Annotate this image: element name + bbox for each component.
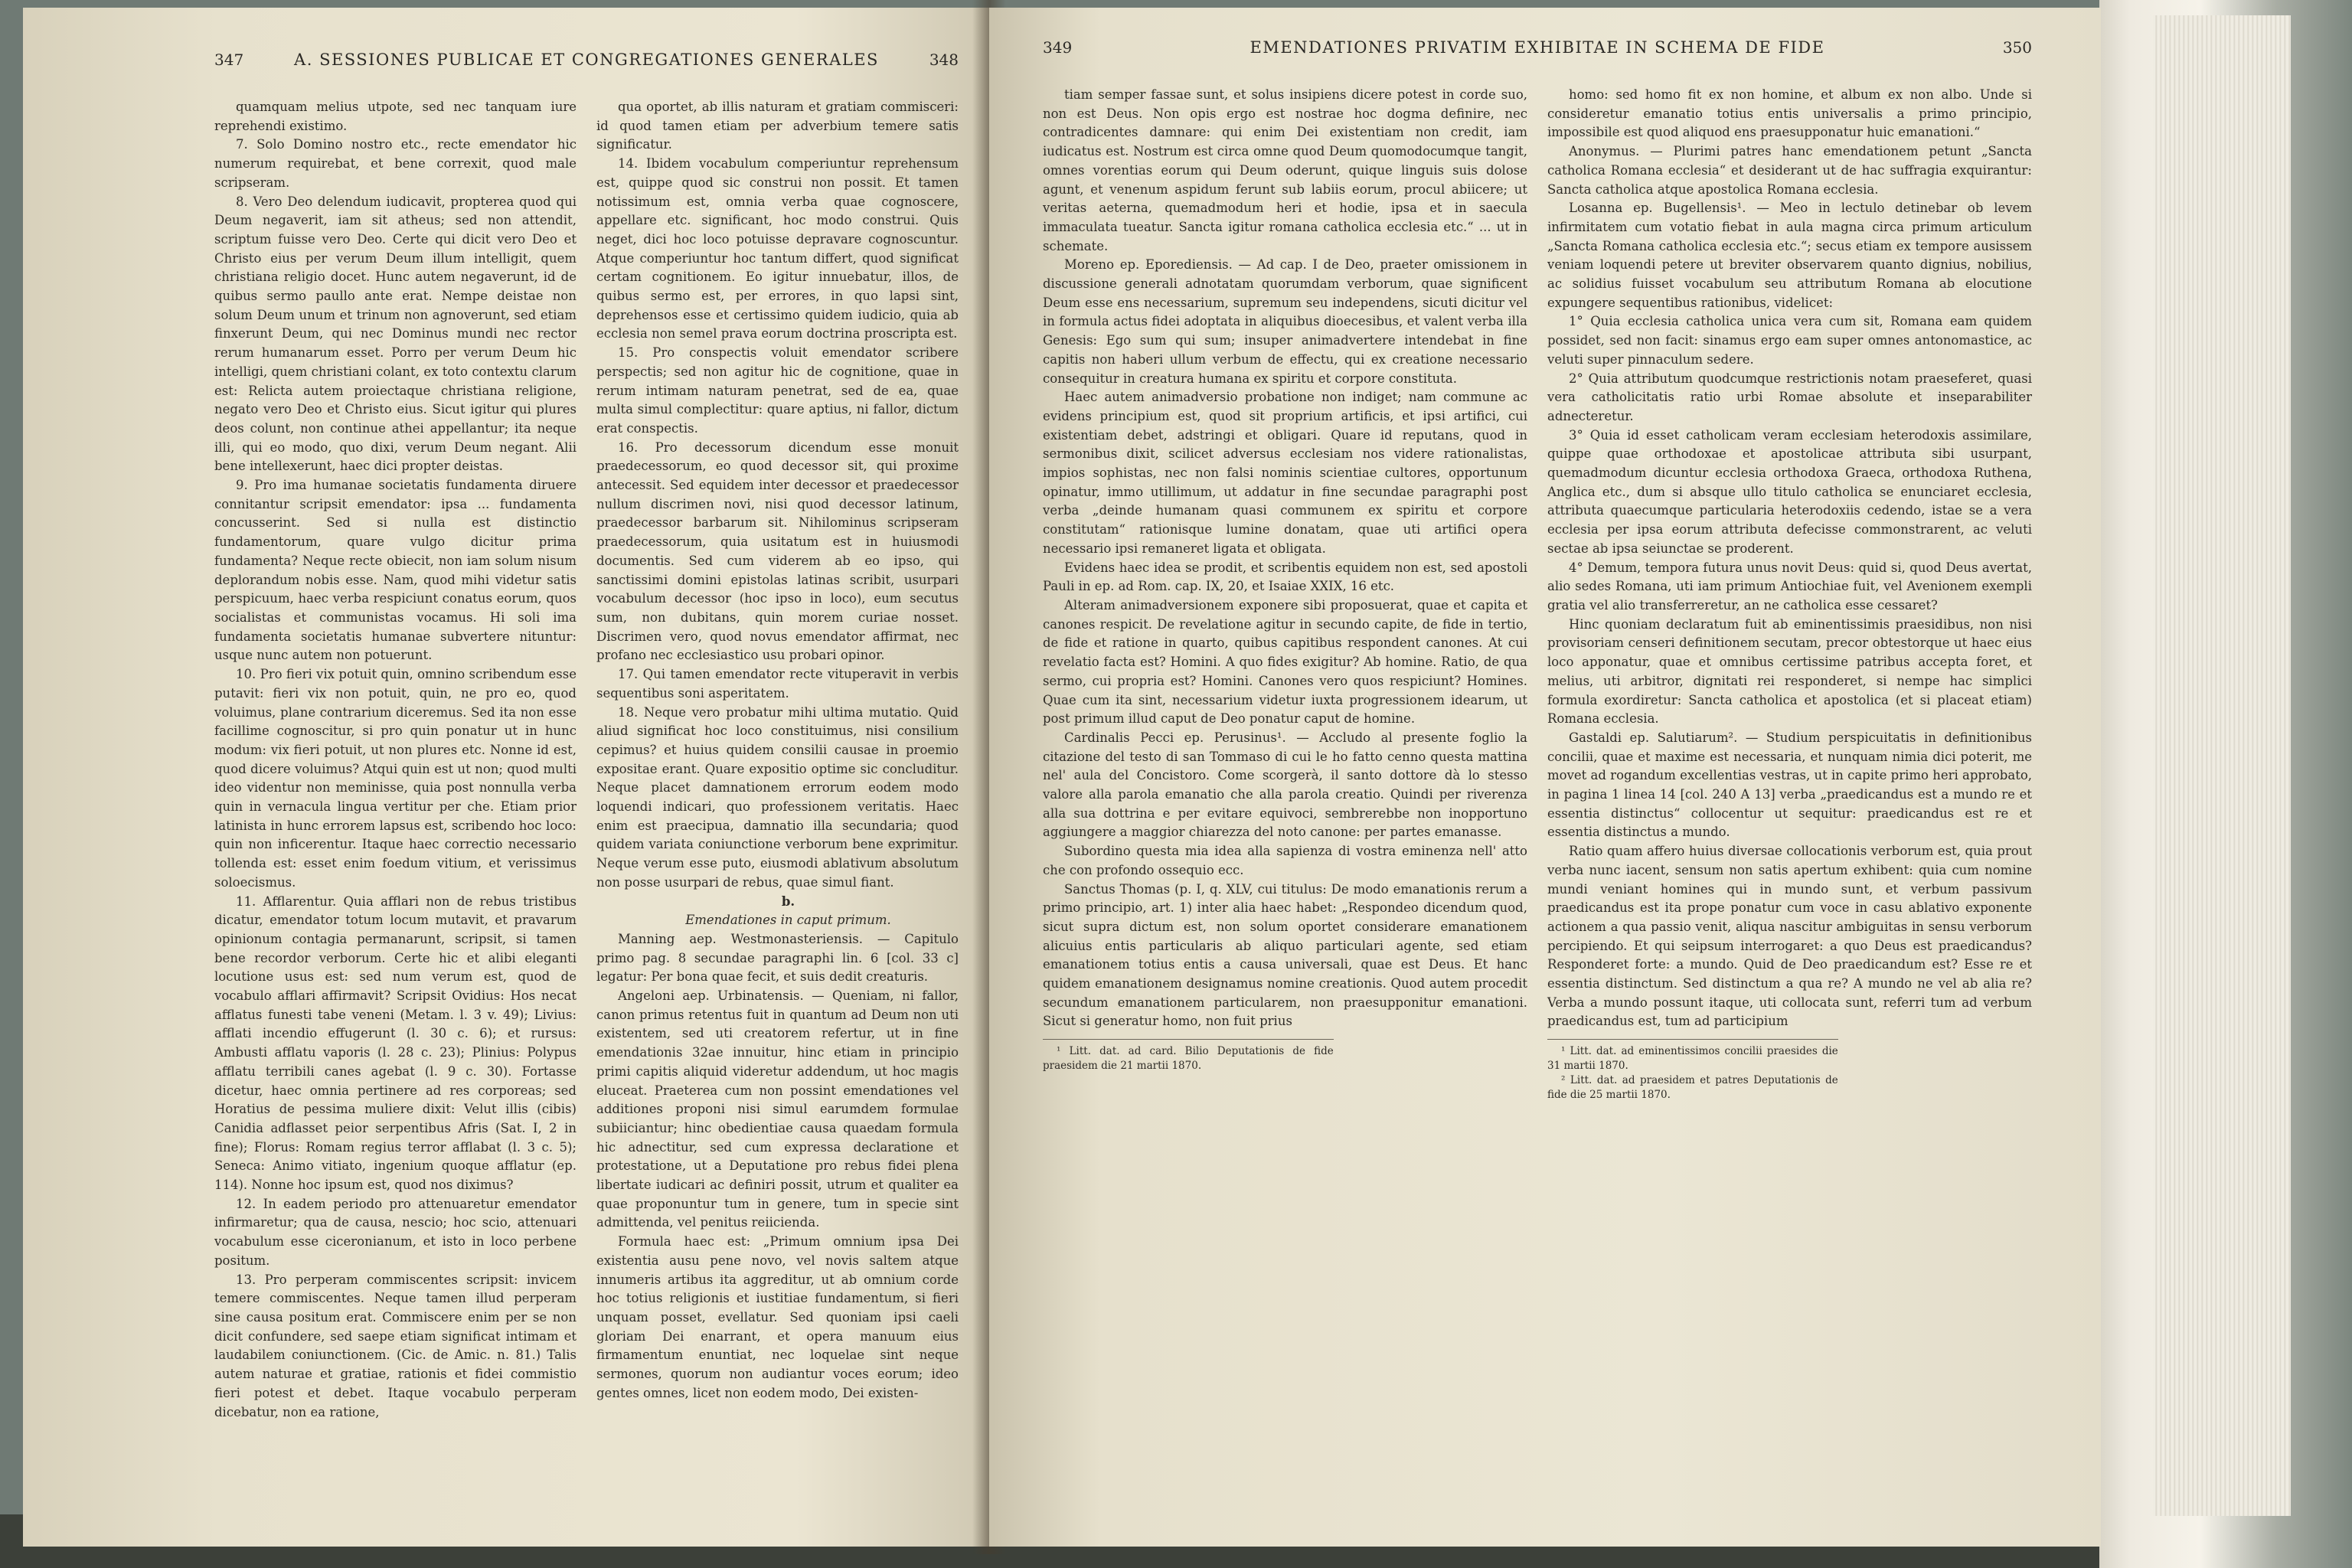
running-title-left: A. SESSIONES PUBLICAE ET CONGREGATIONES GENERALES <box>294 51 879 69</box>
paragraph: 15. Pro conspectis voluit emendator scribere perspectis; sed non agitur hic de cognitione, quae in rerum intimam naturam penetrat, sed de ea, quae multa simul complectitur: quare aptius, ni fallor, dictum erat conspectis. <box>596 345 959 436</box>
footnote-block <box>1043 1039 1334 1073</box>
footnote-block <box>1547 1039 1838 1102</box>
left-col-2 <box>596 98 959 1422</box>
paragraph: 17. Qui tamen emendator recte vituperavit in verbis sequentibus soni asperitatem. <box>596 667 959 701</box>
footnote: ² Litt. dat. ad praesidem et patres Deputationis de fide die 25 martii 1870. <box>1547 1074 1838 1102</box>
footnote: ¹ Litt. dat. ad card. Bilio Deputationis de fide praesidem die 21 martii 1870. <box>1043 1045 1334 1073</box>
paragraph: Sanctus Thomas (p. I, q. XLV, cui titulus: De modo emanationis rerum a primo principio, art. 1) inter alia haec habet: „Respondeo dicendum quod, sicut supra dictum est, non solum oportet considerare emanationem alicuius entis particularis ab aliquo particulari agente, sed etiam emanationem totius entis a causa universali, quae est Deus. Et hanc quidem emanationem designamus nomine creationis. Quod autem procedit secundum emanationem particularem, non praesupponitur emanationi. Sicut si generatur homo, non fuit prius <box>1043 881 1527 1029</box>
right-col-1 <box>1043 86 1527 1102</box>
page-edges <box>2153 15 2291 1516</box>
right-columns <box>1043 86 2032 1102</box>
left-page <box>23 8 989 1547</box>
paragraph: Haec autem animadversio probatione non indiget; nam commune ac evidens principium est, quod sit proprium artificis, et ipsi artifici, cui existentiam debet, adstringi et obligari. Quare id reputans, quod in sermonibus dixit, scilicet adversus ecclesiam nos videre rationalistas, impios sophistas, nec non falsi nominis scientiae cultores, opportunum opinatur, immo utillimum, ut addatur in fine secundae paragraphi post verba „deinde humanam quasi communem ex spiritu et corpore constitutam“ rationisque lumine donatam, quae uti artifici opera necessario ipsi remaneret ligata et obligata. <box>1043 390 1527 556</box>
right-page <box>989 8 2101 1547</box>
paragraph: 13. Pro perperam commiscentes scripsit: invicem temere commiscentes. Neque tamen illud perperam sine causa positum erat. Commiscere enim per se non dicit confundere, sed saepe etiam significat intimam et laudabilem coniunctionem. (Cic. de Amic. n. 81.) Talis autem naturae et gratiae, rationis et fidei commistio fieri potest et debet. Itaque vocabulo perperam dicebatur, non ea ratione, <box>214 1272 577 1419</box>
paragraph: quamquam melius utpote, sed nec tanquam iure reprehendi existimo. <box>214 100 577 133</box>
paragraph: 3° Quia id esset catholicam veram ecclesiam heterodoxis assimilare, quippe quae orthodoxae et apostolicae attributa sibi usurpant, quemadmodum dicuntur ecclesia orthodoxa Graeca, orthodoxa Ruthena, Anglica etc., dum si absque ullo titulo catholica se enunciaret ecclesia, attributa quaecumque particularia heterodoxiis cedendo, istae se a vera ecclesia per ipsa eorum attributa defecisse commonstrarent, ac veluti sectae ab ipsa seiunctae se proderent. <box>1547 427 2032 556</box>
paragraph: 11. Afflarentur. Quia afflari non de rebus tristibus dicatur, emendator totum locum mutavit, et pravarum opinionum contagia permanarunt, scripsit, si tamen bene recordor verborum. Certe hic et alibi eleganti locutione usus est: sed num verum est, quod de vocabulo afflari affirmavit? Scripsit Ovidius: Hos necat afflatus funesti tabe veneni (Metam. l. 3 v. 49); Livius: afflati incendio effugerunt (l. 30 c. 6); et rursus: Ambusti afflatu vaporis (l. 28 c. 23); Plinius: Polypus afflatu terribili canes agebat (l. 9 c. 30). Fortasse dicetur, haec omnia pertinere ad res corporeas; sed Horatius de pessima muliere dixit: Velut illis (cibis) Canidia adflasset peior serpentibus Afris (Sat. I, 2 in fine); Florus: Romam regius terror afflabat (l. 3 c. 5); Seneca: Animo vitiato, ingenium quoque afflatur (ep. 114). Nonne hoc ipsum est, quod nos diximus? <box>214 893 577 1193</box>
right-running-head <box>1043 38 2032 57</box>
page-number-348: 348 <box>929 51 959 69</box>
left-col-1 <box>214 98 577 1422</box>
paragraph: 10. Pro fieri vix potuit quin, omnino scribendum esse putavit: fieri vix non potuit, quin, ne pro eo, quod voluimus, plane contrarium diceremus. Sed ita non esse facillime cognoscitur, si pro quin ponatur ut in hunc modum: vix fieri potuit, ut non plures etc. Nonne id est, quod dicere voluimus? Atqui quin est ut non; quod multi ideo videntur non meminisse, quia post nonnulla verba quin in vernacula lingua vertitur per che. Etiam prior latinista in hunc errorem lapsus est, scribendo hoc loco: quin non inficerentur. Itaque haec correctio necessario tollenda est: esset enim foedum vitium, et verissimus soloecismus. <box>214 667 577 890</box>
right-col-2 <box>1547 86 2032 1102</box>
paragraph: 4° Demum, tempora futura unus novit Deus: quid si, quod Deus avertat, alio sedes Romana, uti iam primum Antiochiae fuit, vel Avenionem exempli gratia vel alio transferreretur, an ne catholica esse cessaret? <box>1547 560 2032 612</box>
paragraph: 16. Pro decessorum dicendum esse monuit praedecessorum, eo quod decessor sit, qui proxime antecessit. Sed equidem inter decessor et praedecessor nullum discrimen novi, nisi quod decessor latinum, praedecessor barbarum sit. Nihilominus scripseram praedecessorum, quia usitatum est in huiusmodi documentis. Sed cum viderem ab eo ipso, qui sanctissimi domini epistolas latinas scribit, usurpari vocabulum decessor (hoc ipso in loco), eum secutus sum, non dubitans, quin morem curiae nosset. Discrimen vero, quod novus emendator affirmat, nec profano nec ecclesiastico usu probari opinor. <box>596 439 959 663</box>
section-title: Emendationes in caput primum. <box>685 913 891 928</box>
page-number-350: 350 <box>2002 38 2032 57</box>
paragraph: 7. Solo Domino nostro etc., recte emendator hic numerum requirebat, et bene correxit, quod male scripseram. <box>214 137 577 190</box>
paragraph: Manning aep. Westmonasteriensis. — Capitulo primo pag. 8 secundae paragraphi lin. 6 [col. 33 c] legatur: Per bona quae fecit, et suis dedit creaturis. <box>596 931 959 985</box>
page-number-349: 349 <box>1043 38 1073 57</box>
paragraph: Hinc quoniam declaratum fuit ab eminentissimis praesidibus, non nisi provisoriam censeri definitionem secutam, precor obtestorque ut haec eius loco apponatur, quae et omnibus certissime patribus accepta foret, et melius, uti arbitror, dignitati rei responderet, si nempe hac simplici formula exordiretur: Sancta catholica et apostolica (et si placeat etiam) Romana ecclesia. <box>1547 616 2032 727</box>
left-columns <box>214 98 959 1422</box>
paragraph: 2° Quia attributum quodcumque restrictionis notam praeseferet, quasi vera catholicitatis ratio urbi Romae absolute et inseparabiliter adnecteretur. <box>1547 371 2032 423</box>
paragraph: homo: sed homo fit ex non homine, et album ex non albo. Unde si consideretur emanatio totius entis universalis a primo principio, impossibile est quod aliquod ens praesupponatur huic emanationi.“ <box>1547 87 2032 140</box>
paragraph: 8. Vero Deo delendum iudicavit, propterea quod qui Deum negaverit, iam sit atheus; sed non attendit, scriptum fuisse vero Deo. Certe qui dicit vero Deo et Christo eius per verum Deum illum intelligit, quem christiana religio docet. Hunc autem negaverunt, id de quibus sermo paullo ante erat. Nempe deistae non solum Deum unum et trinum non agnoverunt, sed etiam finxerunt Deum, qui nec Dominus mundi nec rector rerum humanarum esset. Porro per verum Deum hic intelligi, quem christiani colant, ex toto contextu clarum est: Relicta autem proiectaque christiana religione, negato vero Deo et Christo eius. Sicut igitur qui plures deos colunt, non continue athei appellantur; ita neque illi, qui eo modo, quo dixi, verum Deum negant. Alii bene intellexerunt, haec dici propter deistas. <box>214 194 577 474</box>
footnote: ¹ Litt. dat. ad eminentissimos concilii praesides die 31 martii 1870. <box>1547 1045 1838 1073</box>
paragraph: 1° Quia ecclesia catholica unica vera cum sit, Romana eam quidem possidet, sed non facit: sinamus ergo eam super omnes antonomastice, ac veluti super pinnaculum sedere. <box>1547 314 2032 367</box>
paragraph: 12. In eadem periodo pro attenuaretur emendator infirmaretur; qua de causa, nescio; hoc scio, attenuari vocabulum esse ciceronianum, et isto in loco perbene positum. <box>214 1196 577 1268</box>
paragraph: 9. Pro ima humanae societatis fundamenta diruere connitantur scripsit emendator: ipsa ... fundamenta concusserint. Sed si nulla est distinctio fundamentorum, quare vulgo dicitur prima fundamenta? Neque recte obiecit, non iam solum nisum deplorandum nobis esse. Nam, quod mihi videtur satis perspicuum, haec verba respiciunt conatus eorum, quos socialistas et communistas vocamus. Hi soli ima fundamenta societatis humanae subvertere nituntur: usque nunc autem non potuerunt. <box>214 478 577 663</box>
paragraph: Formula haec est: „Primum omnium ipsa Dei existentia ausu pene novo, vel novis saltem atque innumeris artibus ita aggreditur, ut ab omnium corde hoc totius religionis et iustitiae fundamentum, si fieri unquam posset, evellatur. Sed quoniam ipsi caeli gloriam Dei enarrant, et opera manuum eius firmamentum enuntiat, nec loquelae sint neque sermones, quorum non audiantur voces eorum; ideo gentes omnes, licet non eodem modo, Dei existen- <box>596 1234 959 1400</box>
paragraph: tiam semper fassae sunt, et solus insipiens dicere potest in corde suo, non est Deus. Non opis ergo est nostrae hoc dogma definire, nec contradicentes damnare: qui enim Dei existentiam non credit, iam iudicatus est. Nostrum est circa omne quod Deum quomodocumque tangit, omnes vorentias eorum qui Deum oderunt, quique linguis suis dolose agunt, et venenum aspidum ferunt sub labiis eorum, procul abiicere; ut veritas aeterna, quemadmodum heri et hodie, ipsa et in saecula immaculata tueatur. Sancta igitur romana catholica ecclesia etc.“ ... ut in schemate. <box>1043 87 1527 253</box>
paragraph: Angeloni aep. Urbinatensis. — Queniam, ni fallor, canon primus retentus fuit in quantum ad Deum non uti existentem, sed uti creatorem refertur, ut in fine emendationis 32ae innuitur, hinc etiam in principio primi capitis aliquid videretur addendum, ut hoc magis eluceat. Praeterea cum non possint emendationes vel additiones proponi nisi simul earumdem formulae subiiciantur; hinc obedientiae causa quaedam formula hic adnectitur, sed cum expressa declaratione et protestatione, ut a Deputatione pro rebus fidei plena libertate iudicari ac definiri possit, utrum et qualiter ea quae proponuntur tum in genere, tum in specie sint admittenda, vel penitus reiicienda. <box>596 988 959 1230</box>
paragraph: qua oportet, ab illis naturam et gratiam commisceri: id quod tamen etiam per adverbium temere satis significatur. <box>596 100 959 152</box>
paragraph: 14. Ibidem vocabulum comperiuntur reprehensum est, quippe quod sic construi non possit. Et tamen notissimum est, omnia verba quae cognoscere, appellare etc. significant, hoc modo construi. Quis neget, dici hoc loco potuisse depravare cognoscuntur. Atque comperiuntur hoc tantum differt, quod significat certam cognitionem. Eo igitur innuebatur, illos, de quibus sermo est, per errores, in quo lapsi sint, deprehensos esse et certissimo quidem iudicio, quia ab ecclesia non semel prava eorum doctrina proscripta est. <box>596 156 959 341</box>
paragraph: Moreno ep. Eporediensis. — Ad cap. I de Deo, praeter omissionem in discussione generali adnotatam quorumdam verborum, quae significent Deum esse ens necessarium, supremum seu independens, sicuti dicitur vel in formula actus fidei adoptata in aliquibus dioecesibus, et valent verba illa Genesis: Ego sum qui sum; insuper animadvertere intendebat in fine capitis non haberi ullum verbum de effectu, qui ex creatione necessario consequitur in creatura humana ex spiritu et corpore constituta. <box>1043 257 1527 386</box>
paragraph: Evidens haec idea se prodit, et scribentis equidem non est, sed apostoli Pauli in ep. ad Rom. cap. IX, 20, et Isaiae XXIX, 16 etc. <box>1043 560 1527 594</box>
paragraph: Alteram animadversionem exponere sibi proposuerat, quae et capita et canones respicit. De revelatione agitur in secundo capite, de fide in tertio, de fide et ratione in quarto, quibus capitibus respondent canones. At cui revelatio facta est? Homini. A quo fides exigitur? Ab homine. Ratio, de qua sermo, cui propria est? Homini. Canones vero quos respiciunt? Homines. Quae cum ita sint, necessarium videtur iuxta progressionem idearum, ut post primum illud caput de Deo ponatur caput de homine. <box>1043 597 1527 727</box>
page-number-347: 347 <box>214 51 244 69</box>
paragraph: Subordino questa mia idea alla sapienza di vostra eminenza nell' atto che con profondo ossequio ecc. <box>1043 844 1527 877</box>
paragraph: Cardinalis Pecci ep. Perusinus¹. — Accludo al presente foglio la citazione del testo di san Tommaso di cui le ho fatto cenno questa mattina nel' aula del Concistoro. Come scorgerà, il santo dottore dà lo stesso valore alla parola emanatio che alla parola creatio. Quindi per riverenza alla sua dottrina e per evitare equivoci, sembrerebbe non inopportuno aggiungere a maggior chiarezza del noto canone: per partes emanasse. <box>1043 730 1527 840</box>
paragraph: Anonymus. — Plurimi patres hanc emendationem petunt „Sancta catholica Romana ecclesia“ et desiderant ut de hac suffragia exquirantur: Sancta catholica atque apostolica Romana ecclesia. <box>1547 144 2032 197</box>
paragraph: Losanna ep. Bugellensis¹. — Meo in lectulo detinebar ob levem infirmitatem cum votatio fiebat in aula magna circa primum articulum „Sancta Romana catholica ecclesia etc.“; secus etiam ex tempore ausissem veniam loquendi petere ut breviter observarem quanto dignius, nobilius, ac solidius fuisset vocabulum seu attributum Romana ab elocutione expungere sequentibus rationibus, videlicet: <box>1547 201 2032 310</box>
paragraph: Gastaldi ep. Salutiarum². — Studium perspicuitatis in definitionibus concilii, quae et maxime est necessaria, et nunquam nimia dici poterit, me movet ad rogandum excellentias vestras, ut in capite primo heri approbato, in pagina 1 linea 14 [col. 240 A 13] verba „praedicandus est a mundo re et essentia distinctus“ collocentur ut sequitur: praedicandus est re et essentia distinctus a mundo. <box>1547 730 2033 840</box>
section-letter: b. <box>781 893 795 909</box>
running-title-right: EMENDATIONES PRIVATIM EXHIBITAE IN SCHEMA DE FIDE <box>1250 38 1825 57</box>
left-running-head <box>214 51 959 69</box>
paragraph: 18. Neque vero probatur mihi ultima mutatio. Quid aliud significat hoc loco constituimus, nisi consilium cepimus? et huius quidem consilii causae in proemio expositae erant. Quare expositio optime sic concluditur. Neque placet damnationem errorum eodem modo loquendi indicari, quo professionem veritatis. Haec enim est praecipua, damnatio illa secundaria; quod quidem variata coniunctione verborum bene exprimitur. Neque verum esse puto, eiusmodi ablativum absolutum non posse usurpari de rebus, quae simul fiant. <box>596 704 959 890</box>
paragraph: Ratio quam affero huius diversae collocationis verborum est, quia prout verba nunc iacent, sensum non satis apertum exhibent: quia cum nomine mundi veniant homines qui in mundo sunt, et verbum passivum praedicandus est ita prope ponatur cum voce in casu ablativo exponente actionem a qua passio venit, aliqua nascitur ambiguitas in sensu verborum percipiendo. Et qui seipsum interrogaret: a quo Deus est praedicandus? Responderet forte: a mundo. Quid de Deo praedicandum est? Esse re et essentia distinctum. Sed distinctum a qua re? A mundo ne vel ab alia re? Verba a mundo possunt itaque, uti collocata sunt, referri tum ad verbum praedicandus est, tum ad participium <box>1547 844 2032 1029</box>
